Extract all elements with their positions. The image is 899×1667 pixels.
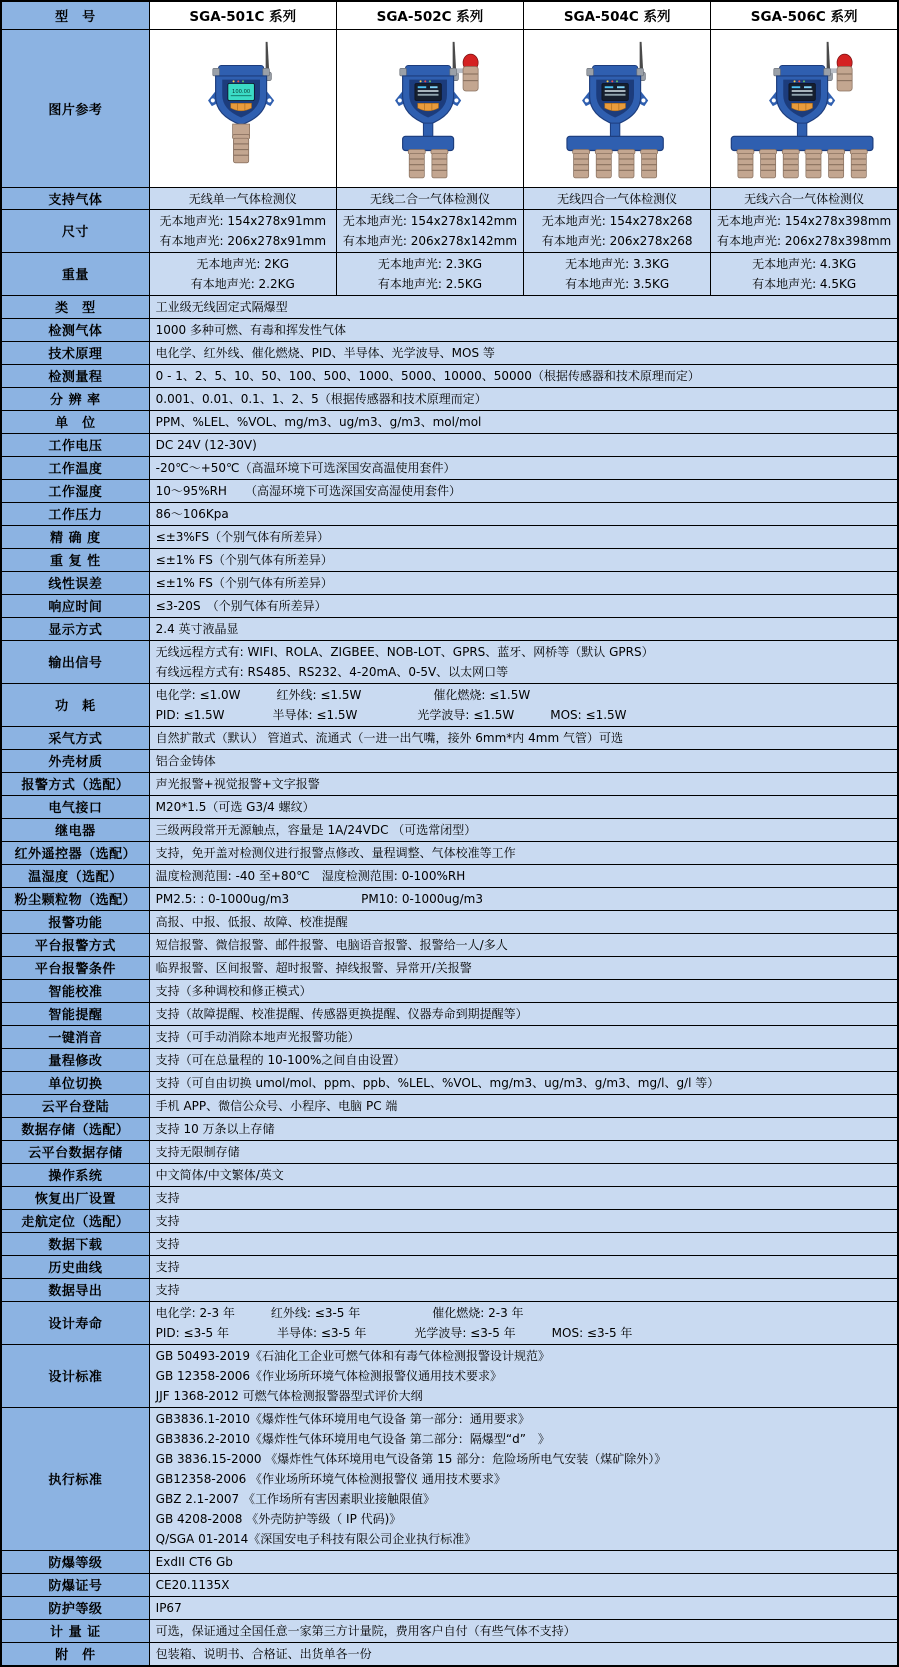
spec-value-line: 支持 bbox=[155, 1213, 180, 1228]
spec-row-label: 平台报警方式 bbox=[1, 933, 149, 956]
spec-row bbox=[1, 887, 898, 910]
spec-row bbox=[1, 1025, 898, 1048]
size-value bbox=[711, 209, 898, 252]
spec-row-value bbox=[149, 341, 898, 364]
spec-row-label: 单位切换 bbox=[1, 1071, 149, 1094]
spec-row-label: 数据下载 bbox=[1, 1232, 149, 1255]
spec-value-line: 支持 bbox=[155, 1236, 180, 1251]
spec-row bbox=[1, 341, 898, 364]
spec-row bbox=[1, 841, 898, 864]
spec-row bbox=[1, 1048, 898, 1071]
spec-row-label: 外壳材质 bbox=[1, 749, 149, 772]
spec-value-line: GBZ 2.1-2007 《工作场所有害因素职业接触限值》 bbox=[155, 1491, 435, 1506]
spec-row-label: 温湿度（选配） bbox=[1, 864, 149, 887]
spec-value-line: 支持无限制存储 bbox=[155, 1144, 240, 1159]
spec-row-value bbox=[149, 1002, 898, 1025]
weight-line: 有本地声光: 4.5KG bbox=[752, 276, 857, 291]
spec-row-value bbox=[149, 933, 898, 956]
spec-value-line: GB3836.1-2010《爆炸性气体环境用电气设备 第一部分：通用要求》 bbox=[155, 1411, 530, 1426]
spec-row-label: 检测量程 bbox=[1, 364, 149, 387]
spec-row-label: 报警方式（选配） bbox=[1, 772, 149, 795]
spec-row-label: 设计寿命 bbox=[1, 1301, 149, 1344]
spec-row bbox=[1, 1573, 898, 1596]
spec-value-line: Q/SGA 01-2014《深国安电子科技有限公司企业执行标准》 bbox=[155, 1531, 477, 1546]
spec-row-label: 一键消音 bbox=[1, 1025, 149, 1048]
dimensions-row bbox=[1, 209, 898, 252]
spec-row-label: 报警功能 bbox=[1, 910, 149, 933]
spec-value-line: 声光报警+视觉报警+文字报警 bbox=[155, 776, 320, 791]
spec-row-label: 粉尘颗粒物（选配） bbox=[1, 887, 149, 910]
spec-row bbox=[1, 502, 898, 525]
weight-line: 有本地声光: 2.2KG bbox=[190, 276, 295, 291]
spec-row-label: 走航定位（选配） bbox=[1, 1209, 149, 1232]
spec-row-label: 设计标准 bbox=[1, 1344, 149, 1407]
spec-value-line: 86～106Kpa bbox=[155, 506, 229, 521]
spec-row bbox=[1, 640, 898, 683]
spec-row-label: 显示方式 bbox=[1, 617, 149, 640]
spec-row-label: 电气接口 bbox=[1, 795, 149, 818]
spec-row-value bbox=[149, 1642, 898, 1666]
spec-row-label: 防爆证号 bbox=[1, 1573, 149, 1596]
spec-row bbox=[1, 295, 898, 318]
model-column-sga-501c: SGA-501C 系列 bbox=[149, 1, 336, 29]
spec-row bbox=[1, 1278, 898, 1301]
spec-value-line: -20℃～+50℃（高温环境下可选深国安高温使用套件） bbox=[155, 460, 456, 475]
spec-value-line: 有线远程方式有: RS485、RS232、4-20mA、0-5V、以太网口等 bbox=[155, 664, 509, 679]
spec-value-line: 1000 多种可燃、有毒和挥发性气体 bbox=[155, 322, 347, 337]
spec-row-label: 精 确 度 bbox=[1, 525, 149, 548]
size-line: 有本地声光: 206x278x268 bbox=[541, 233, 693, 248]
spec-value-line: 临界报警、区间报警、超时报警、掉线报警、异常开/关报警 bbox=[155, 960, 472, 975]
spec-row-value bbox=[149, 749, 898, 772]
weight-line: 有本地声光: 2.5KG bbox=[377, 276, 483, 291]
spec-value-line: PID: ≤3-5 年 半导体: ≤3-5 年 光学波导: ≤3-5 年 MOS: ≤3-5 年 bbox=[155, 1325, 633, 1340]
product-image-sga-502c bbox=[337, 31, 523, 185]
spec-row-label: 继电器 bbox=[1, 818, 149, 841]
spec-value-line: 支持，免开盖对检测仪进行报警点修改、量程调整、气体校准等工作 bbox=[155, 845, 516, 860]
spec-row bbox=[1, 1209, 898, 1232]
weight-value bbox=[149, 252, 336, 295]
spec-row bbox=[1, 726, 898, 749]
spec-value-line: PM2.5: : 0-1000ug/m3 PM10: 0-1000ug/m3 bbox=[155, 891, 483, 906]
spec-row-value bbox=[149, 410, 898, 433]
spec-value-line: 2.4 英寸液晶显 bbox=[155, 621, 239, 636]
size-row-label: 尺寸 bbox=[1, 209, 149, 252]
spec-row-label: 类 型 bbox=[1, 295, 149, 318]
spec-row-label: 智能提醒 bbox=[1, 1002, 149, 1025]
spec-row-label: 单 位 bbox=[1, 410, 149, 433]
spec-row-label: 历史曲线 bbox=[1, 1255, 149, 1278]
spec-row-value bbox=[149, 979, 898, 1002]
spec-row bbox=[1, 749, 898, 772]
spec-row bbox=[1, 795, 898, 818]
spec-row-label: 工作温度 bbox=[1, 456, 149, 479]
size-line: 无本地声光: 154x278x268 bbox=[541, 213, 693, 228]
spec-row-value bbox=[149, 387, 898, 410]
spec-row-value bbox=[149, 433, 898, 456]
spec-value-line: GB12358-2006 《作业场所环境气体检测报警仪 通用技术要求》 bbox=[155, 1471, 506, 1486]
spec-row bbox=[1, 910, 898, 933]
spec-row-value bbox=[149, 1140, 898, 1163]
spec-row-label: 重 复 性 bbox=[1, 548, 149, 571]
spec-value-line: 短信报警、微信报警、邮件报警、电脑语音报警、报警给一人/多人 bbox=[155, 937, 508, 952]
spec-row bbox=[1, 979, 898, 1002]
spec-row bbox=[1, 933, 898, 956]
spec-row-value bbox=[149, 956, 898, 979]
spec-row-value bbox=[149, 1094, 898, 1117]
spec-row bbox=[1, 387, 898, 410]
spec-row-value bbox=[149, 318, 898, 341]
spec-row-value bbox=[149, 818, 898, 841]
spec-row-value bbox=[149, 1117, 898, 1140]
model-column-sga-504c: SGA-504C 系列 bbox=[524, 1, 711, 29]
spec-row-label: 附 件 bbox=[1, 1642, 149, 1666]
spec-value-line: GB 3836.15-2000 《爆炸性气体环境用电气设备第 15 部分：危险场所电气安装（煤矿除外）》 bbox=[155, 1451, 667, 1466]
spec-value-line: 支持（故障提醒、校准提醒、传感器更换提醒、仪器寿命到期提醒等） bbox=[155, 1006, 528, 1021]
spec-value-line: 支持（可自由切换 umol/mol、ppm、ppb、%LEL、%VOL、mg/m3、ug/m3、g/m3、mg/l、g/l 等） bbox=[155, 1075, 720, 1090]
image-row-label: 图片参考 bbox=[1, 29, 149, 187]
spec-row-value bbox=[149, 887, 898, 910]
spec-value-line: 支持（可在总量程的 10-100%之间自由设置） bbox=[155, 1052, 406, 1067]
spec-value-line: 手机 APP、微信公众号、小程序、电脑 PC 端 bbox=[155, 1098, 398, 1113]
spec-row-label: 恢复出厂设置 bbox=[1, 1186, 149, 1209]
spec-row-value bbox=[149, 295, 898, 318]
spec-row bbox=[1, 364, 898, 387]
svg-text:100.00: 100.00 bbox=[231, 88, 250, 95]
gas-value: 无线四合一气体检测仪 bbox=[524, 187, 711, 209]
supported-gas-row bbox=[1, 187, 898, 209]
spec-row bbox=[1, 318, 898, 341]
spec-row-label: 平台报警条件 bbox=[1, 956, 149, 979]
spec-row-label: 技术原理 bbox=[1, 341, 149, 364]
spec-row-value bbox=[149, 548, 898, 571]
size-line: 有本地声光: 206x278x398mm bbox=[717, 233, 892, 248]
spec-row-value bbox=[149, 1209, 898, 1232]
product-image-sga-501c bbox=[150, 31, 336, 185]
spec-row-value bbox=[149, 1278, 898, 1301]
spec-row-value bbox=[149, 594, 898, 617]
spec-value-line: 可选，保证通过全国任意一家第三方计量院，费用客户自付（有些气体不支持） bbox=[155, 1623, 576, 1638]
spec-value-line: 包装箱、说明书、合格证、出货单各一份 bbox=[155, 1646, 372, 1661]
spec-value-line: ≤±1% FS（个别气体有所差异） bbox=[155, 552, 333, 567]
spec-row-value bbox=[149, 1232, 898, 1255]
weight-value bbox=[524, 252, 711, 295]
spec-row-label: 分 辨 率 bbox=[1, 387, 149, 410]
spec-row bbox=[1, 683, 898, 726]
weight-row bbox=[1, 252, 898, 295]
spec-value-line: 10～95%RH （高湿环境下可选深国安高湿使用套件） bbox=[155, 483, 461, 498]
spec-row-value bbox=[149, 1186, 898, 1209]
spec-row-label: 数据导出 bbox=[1, 1278, 149, 1301]
spec-value-line: 0 - 1、2、5、10、50、100、500、1000、5000、10000、50000（根据传感器和技术原理而定） bbox=[155, 368, 700, 383]
spec-row bbox=[1, 772, 898, 795]
spec-row bbox=[1, 433, 898, 456]
spec-row-value bbox=[149, 795, 898, 818]
spec-row-value bbox=[149, 1550, 898, 1573]
spec-value-line: 支持 10 万条以上存储 bbox=[155, 1121, 275, 1136]
spec-value-line: GB 50493-2019《石油化工企业可燃气体和有毒气体检测报警设计规范》 bbox=[155, 1348, 551, 1363]
spec-row bbox=[1, 617, 898, 640]
spec-row-label: 防爆等级 bbox=[1, 1550, 149, 1573]
product-image-sga-506c bbox=[711, 31, 897, 185]
spec-row-label: 线性误差 bbox=[1, 571, 149, 594]
spec-row bbox=[1, 1071, 898, 1094]
spec-value-line: 支持 bbox=[155, 1190, 180, 1205]
size-line: 无本地声光: 154x278x91mm bbox=[159, 213, 327, 228]
spec-row-value bbox=[149, 1619, 898, 1642]
spec-value-line: ≤±1% FS（个别气体有所差异） bbox=[155, 575, 333, 590]
spec-row bbox=[1, 1002, 898, 1025]
spec-value-line: 支持 bbox=[155, 1282, 180, 1297]
spec-row bbox=[1, 1094, 898, 1117]
spec-row bbox=[1, 956, 898, 979]
image-reference-row bbox=[1, 29, 898, 187]
size-line: 无本地声光: 154x278x142mm bbox=[342, 213, 518, 228]
gas-row-label: 支持气体 bbox=[1, 187, 149, 209]
spec-value-line: 铝合金铸体 bbox=[155, 753, 216, 768]
spec-row-label: 检测气体 bbox=[1, 318, 149, 341]
spec-row-label: 操作系统 bbox=[1, 1163, 149, 1186]
spec-value-line: IP67 bbox=[155, 1600, 182, 1615]
spec-row-value bbox=[149, 479, 898, 502]
spec-row-label: 工作电压 bbox=[1, 433, 149, 456]
spec-value-line: PPM、%LEL、%VOL、mg/m3、ug/m3、g/m3、mol/mol bbox=[155, 414, 482, 429]
spec-row bbox=[1, 1255, 898, 1278]
spec-value-line: ExdII CT6 Gb bbox=[155, 1554, 233, 1569]
spec-value-line: 支持（可手动消除本地声光报警功能） bbox=[155, 1029, 360, 1044]
spec-row bbox=[1, 479, 898, 502]
spec-value-line: GB 12358-2006《作业场所环境气体检测报警仪通用技术要求》 bbox=[155, 1368, 503, 1383]
spec-row-label: 云平台数据存储 bbox=[1, 1140, 149, 1163]
spec-row bbox=[1, 571, 898, 594]
size-value bbox=[336, 209, 523, 252]
spec-row bbox=[1, 456, 898, 479]
weight-value bbox=[336, 252, 523, 295]
spec-row-label: 工作压力 bbox=[1, 502, 149, 525]
spec-value-line: 电化学: 2-3 年 红外线: ≤3-5 年 催化燃烧: 2-3 年 bbox=[155, 1305, 524, 1320]
spec-row-label: 数据存储（选配） bbox=[1, 1117, 149, 1140]
spec-value-line: 无线远程方式有: WIFI、ROLA、ZIGBEE、NOB-LOT、GPRS、蓝牙、网桥等（默认 GPRS） bbox=[155, 644, 654, 659]
weight-line: 无本地声光: 2KG bbox=[196, 256, 290, 271]
spec-row-label: 采气方式 bbox=[1, 726, 149, 749]
spec-row-value bbox=[149, 1596, 898, 1619]
spec-row-label: 执行标准 bbox=[1, 1407, 149, 1550]
spec-row bbox=[1, 864, 898, 887]
spec-row-value bbox=[149, 726, 898, 749]
spec-row bbox=[1, 1117, 898, 1140]
spec-value-line: 中文简体/中文繁体/英文 bbox=[155, 1167, 284, 1182]
model-column-sga-502c: SGA-502C 系列 bbox=[336, 1, 523, 29]
spec-row-value bbox=[149, 1407, 898, 1550]
spec-row-label: 量程修改 bbox=[1, 1048, 149, 1071]
spec-row bbox=[1, 1232, 898, 1255]
spec-row bbox=[1, 1407, 898, 1550]
spec-value-line: GB3836.2-2010《爆炸性气体环境用电气设备 第二部分：隔爆型“d” 》 bbox=[155, 1431, 550, 1446]
spec-row-label: 防护等级 bbox=[1, 1596, 149, 1619]
spec-row bbox=[1, 525, 898, 548]
spec-row bbox=[1, 818, 898, 841]
spec-row-value bbox=[149, 1048, 898, 1071]
gas-value: 无线二合一气体检测仪 bbox=[336, 187, 523, 209]
product-image-sga-504c bbox=[524, 31, 710, 185]
size-value bbox=[149, 209, 336, 252]
spec-value-line: 高报、中报、低报、故障、校准提醒 bbox=[155, 914, 348, 929]
size-value bbox=[524, 209, 711, 252]
spec-row bbox=[1, 1301, 898, 1344]
spec-row-value bbox=[149, 640, 898, 683]
spec-row bbox=[1, 410, 898, 433]
spec-row-value bbox=[149, 364, 898, 387]
spec-row bbox=[1, 1642, 898, 1666]
spec-row-value bbox=[149, 1071, 898, 1094]
weight-line: 无本地声光: 4.3KG bbox=[752, 256, 857, 271]
spec-row bbox=[1, 594, 898, 617]
spec-row-value bbox=[149, 772, 898, 795]
gas-value: 无线单一气体检测仪 bbox=[149, 187, 336, 209]
spec-value-line: ≤3-20S （个别气体有所差异） bbox=[155, 598, 327, 613]
spec-row-value bbox=[149, 456, 898, 479]
model-column-sga-506c: SGA-506C 系列 bbox=[711, 1, 898, 29]
spec-value-line: 电化学、红外线、催化燃烧、PID、半导体、光学波导、MOS 等 bbox=[155, 345, 495, 360]
spec-row-value bbox=[149, 1301, 898, 1344]
size-line: 有本地声光: 206x278x91mm bbox=[159, 233, 327, 248]
spec-row bbox=[1, 1596, 898, 1619]
weight-line: 有本地声光: 3.5KG bbox=[565, 276, 670, 291]
spec-row-value bbox=[149, 910, 898, 933]
spec-value-line: JJF 1368-2012 可燃气体检测报警器型式评价大纲 bbox=[155, 1388, 423, 1403]
spec-row bbox=[1, 1550, 898, 1573]
spec-row bbox=[1, 1619, 898, 1642]
spec-row-label: 功 耗 bbox=[1, 683, 149, 726]
spec-row-value bbox=[149, 525, 898, 548]
spec-row-value bbox=[149, 1255, 898, 1278]
spec-row-value bbox=[149, 571, 898, 594]
spec-row bbox=[1, 1344, 898, 1407]
spec-row bbox=[1, 1186, 898, 1209]
spec-row-value bbox=[149, 617, 898, 640]
spec-row-label: 工作湿度 bbox=[1, 479, 149, 502]
spec-row bbox=[1, 1140, 898, 1163]
weight-row-label: 重量 bbox=[1, 252, 149, 295]
spec-row-value bbox=[149, 1163, 898, 1186]
spec-row-value bbox=[149, 841, 898, 864]
spec-row-label: 响应时间 bbox=[1, 594, 149, 617]
spec-value-line: CE20.1135X bbox=[155, 1577, 230, 1592]
spec-value-line: 三级两段常开无源触点，容量是 1A/24VDC （可选常闭型） bbox=[155, 822, 477, 837]
spec-value-line: 电化学: ≤1.0W 红外线: ≤1.5W 催化燃烧: ≤1.5W bbox=[155, 687, 531, 702]
model-header-row bbox=[1, 1, 898, 29]
spec-row bbox=[1, 548, 898, 571]
spec-value-line: 工业级无线固定式隔爆型 bbox=[155, 299, 288, 314]
spec-row-label: 红外遥控器（选配） bbox=[1, 841, 149, 864]
size-line: 无本地声光: 154x278x398mm bbox=[717, 213, 892, 228]
spec-row-label: 智能校准 bbox=[1, 979, 149, 1002]
spec-value-line: 支持（多种调校和修正模式） bbox=[155, 983, 312, 998]
weight-value bbox=[711, 252, 898, 295]
spec-row-label: 计 量 证 bbox=[1, 1619, 149, 1642]
size-line: 有本地声光: 206x278x142mm bbox=[342, 233, 518, 248]
spec-row bbox=[1, 1163, 898, 1186]
spec-value-line: M20*1.5（可选 G3/4 螺纹） bbox=[155, 799, 315, 814]
spec-row-value bbox=[149, 1573, 898, 1596]
spec-value-line: 0.001、0.01、0.1、1、2、5（根据传感器和技术原理而定） bbox=[155, 391, 487, 406]
weight-line: 无本地声光: 3.3KG bbox=[565, 256, 670, 271]
spec-row-label: 云平台登陆 bbox=[1, 1094, 149, 1117]
spec-value-line: GB 4208-2008 《外壳防护等级（ IP 代码)》 bbox=[155, 1511, 402, 1526]
spec-row-value bbox=[149, 683, 898, 726]
gas-value: 无线六合一气体检测仪 bbox=[711, 187, 898, 209]
spec-value-line: 自然扩散式（默认） 管道式、流通式（一进一出气嘴，接外 6mm*内 4mm 气管）可选 bbox=[155, 730, 623, 745]
spec-value-line: 支持 bbox=[155, 1259, 180, 1274]
spec-value-line: ≤±3%FS（个别气体有所差异） bbox=[155, 529, 330, 544]
spec-value-line: 温度检测范围: -40 至+80℃ 湿度检测范围: 0-100%RH bbox=[155, 868, 466, 883]
spec-row-value bbox=[149, 1025, 898, 1048]
spec-row-label: 输出信号 bbox=[1, 640, 149, 683]
spec-value-line: DC 24V (12-30V) bbox=[155, 437, 257, 452]
spec-row-value bbox=[149, 864, 898, 887]
weight-line: 无本地声光: 2.3KG bbox=[377, 256, 483, 271]
model-header-label: 型 号 bbox=[1, 1, 149, 29]
spec-row-value bbox=[149, 1344, 898, 1407]
spec-row-value bbox=[149, 502, 898, 525]
spec-value-line: PID: ≤1.5W 半导体: ≤1.5W 光学波导: ≤1.5W MOS: ≤1.5W bbox=[155, 707, 627, 722]
